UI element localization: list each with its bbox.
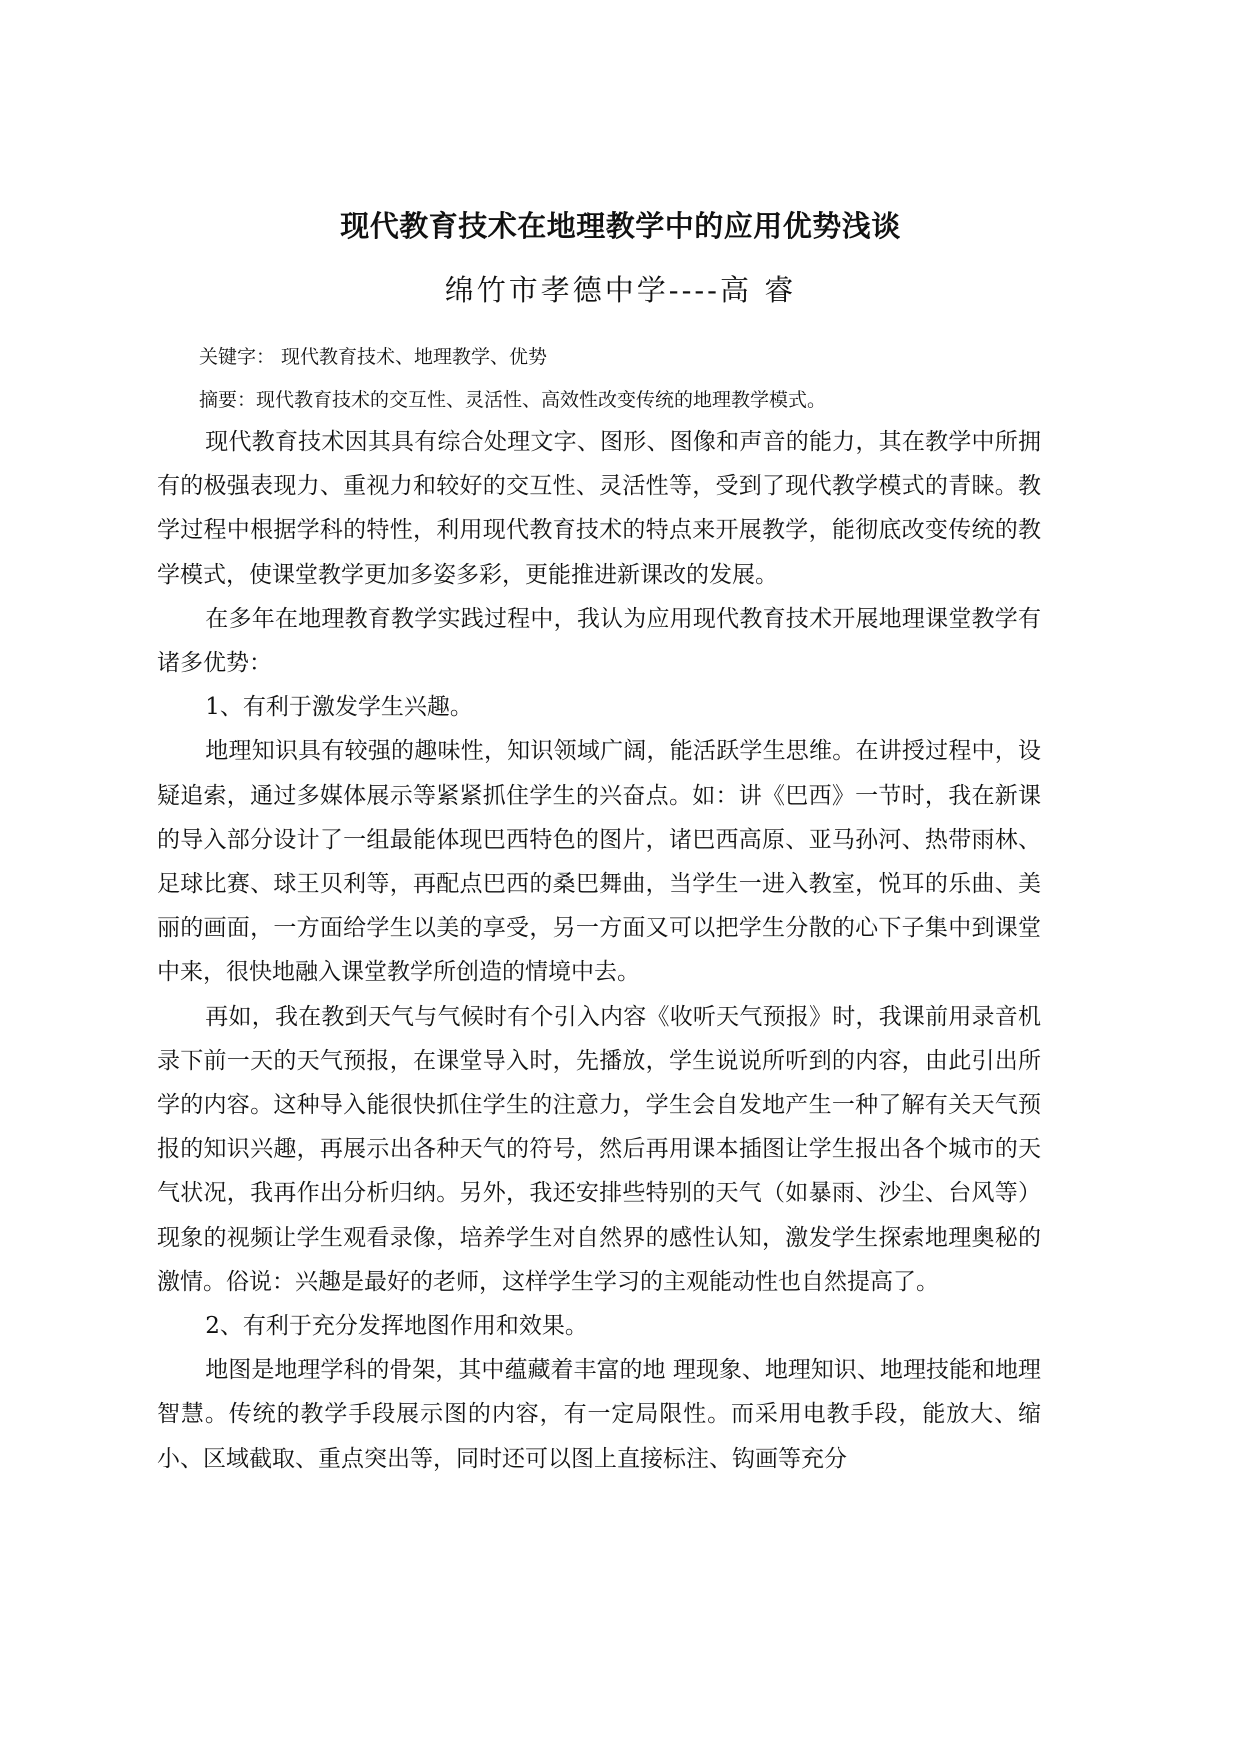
keywords-line: 关键字： 现代教育技术、地理教学、优势: [199, 346, 548, 368]
paragraph-map: 地图是地理学科的骨架，其中蕴藏着丰富的地 理现象、地理知识、地理技能和地理智慧。传统的教学手段展示图的内容，有一定局限性。而采用电教手段，能放大、缩小、区域截取、重点突出等，同时还可以图上直接标注、钩画等充分: [157, 1357, 1041, 1472]
section-heading-2: 2、有利于充分发挥地图作用和效果。: [205, 1313, 588, 1340]
author-line: 绵竹市孝德中学----高 睿: [444, 273, 797, 307]
section-heading-1: 1、有利于激发学生兴趣。: [205, 694, 473, 721]
paragraph-weather-example: 再如，我在教到天气与气候时有个引入内容《收听天气预报》时，我课前用录音机录下前一天的天气预报，在课堂导入时，先播放，学生说说所听到的内容，由此引出所学的内容。这种导入能很快抓住学生的注意力，学生会自发地产生一种了解有关天气预报的知识兴趣，再展示出各种天气的符号，然后再用课本插图让学生报出各个城市的天气状况，我再作出分析归纳。另外，我还安排些特别的天气（如暴雨、沙尘、台风等）现象的视频让学生观看录像，培养学生对自然界的感性认知，激发学生探索地理奥秘的激情。俗说：兴趣是最好的老师，这样学生学习的主观能动性也自然提高了。: [157, 1003, 1041, 1295]
document-title: 现代教育技术在地理教学中的应用优势浅谈: [340, 209, 901, 243]
abstract-line: 摘要：现代教育技术的交互性、灵活性、高效性改变传统的地理教学模式。: [199, 389, 827, 411]
paragraph-interest-example: 地理知识具有较强的趣味性，知识领域广阔，能活跃学生思维。在讲授过程中，设疑追索，通过多媒体展示等紧紧抓住学生的兴奋点。如：讲《巴西》一节时，我在新课的导入部分设计了一组最能体现巴西特色的图片，诸巴西高原、亚马孙河、热带雨林、足球比赛、球王贝利等，再配点巴西的桑巴舞曲，当学生一进入教室，悦耳的乐曲、美丽的画面，一方面给学生以美的享受，另一方面又可以把学生分散的心下子集中到课堂中来，很快地融入课堂教学所创造的情境中去。: [157, 738, 1041, 986]
paragraph-overview: 在多年在地理教育教学实践过程中，我认为应用现代教育技术开展地理课堂教学有诸多优势：: [157, 605, 1041, 677]
paragraph-intro: 现代教育技术因其具有综合处理文字、图形、图像和声音的能力，其在教学中所拥有的极强表现力、重视力和较好的交互性、灵活性等，受到了现代教学模式的青睐。教学过程中根据学科的特性，利用现代教育技术的特点来开展教学，能彻底改变传统的教学模式，使课堂教学更加多姿多彩，更能推进新课改的发展。: [157, 429, 1041, 588]
document-body: [157, 420, 1041, 1481]
